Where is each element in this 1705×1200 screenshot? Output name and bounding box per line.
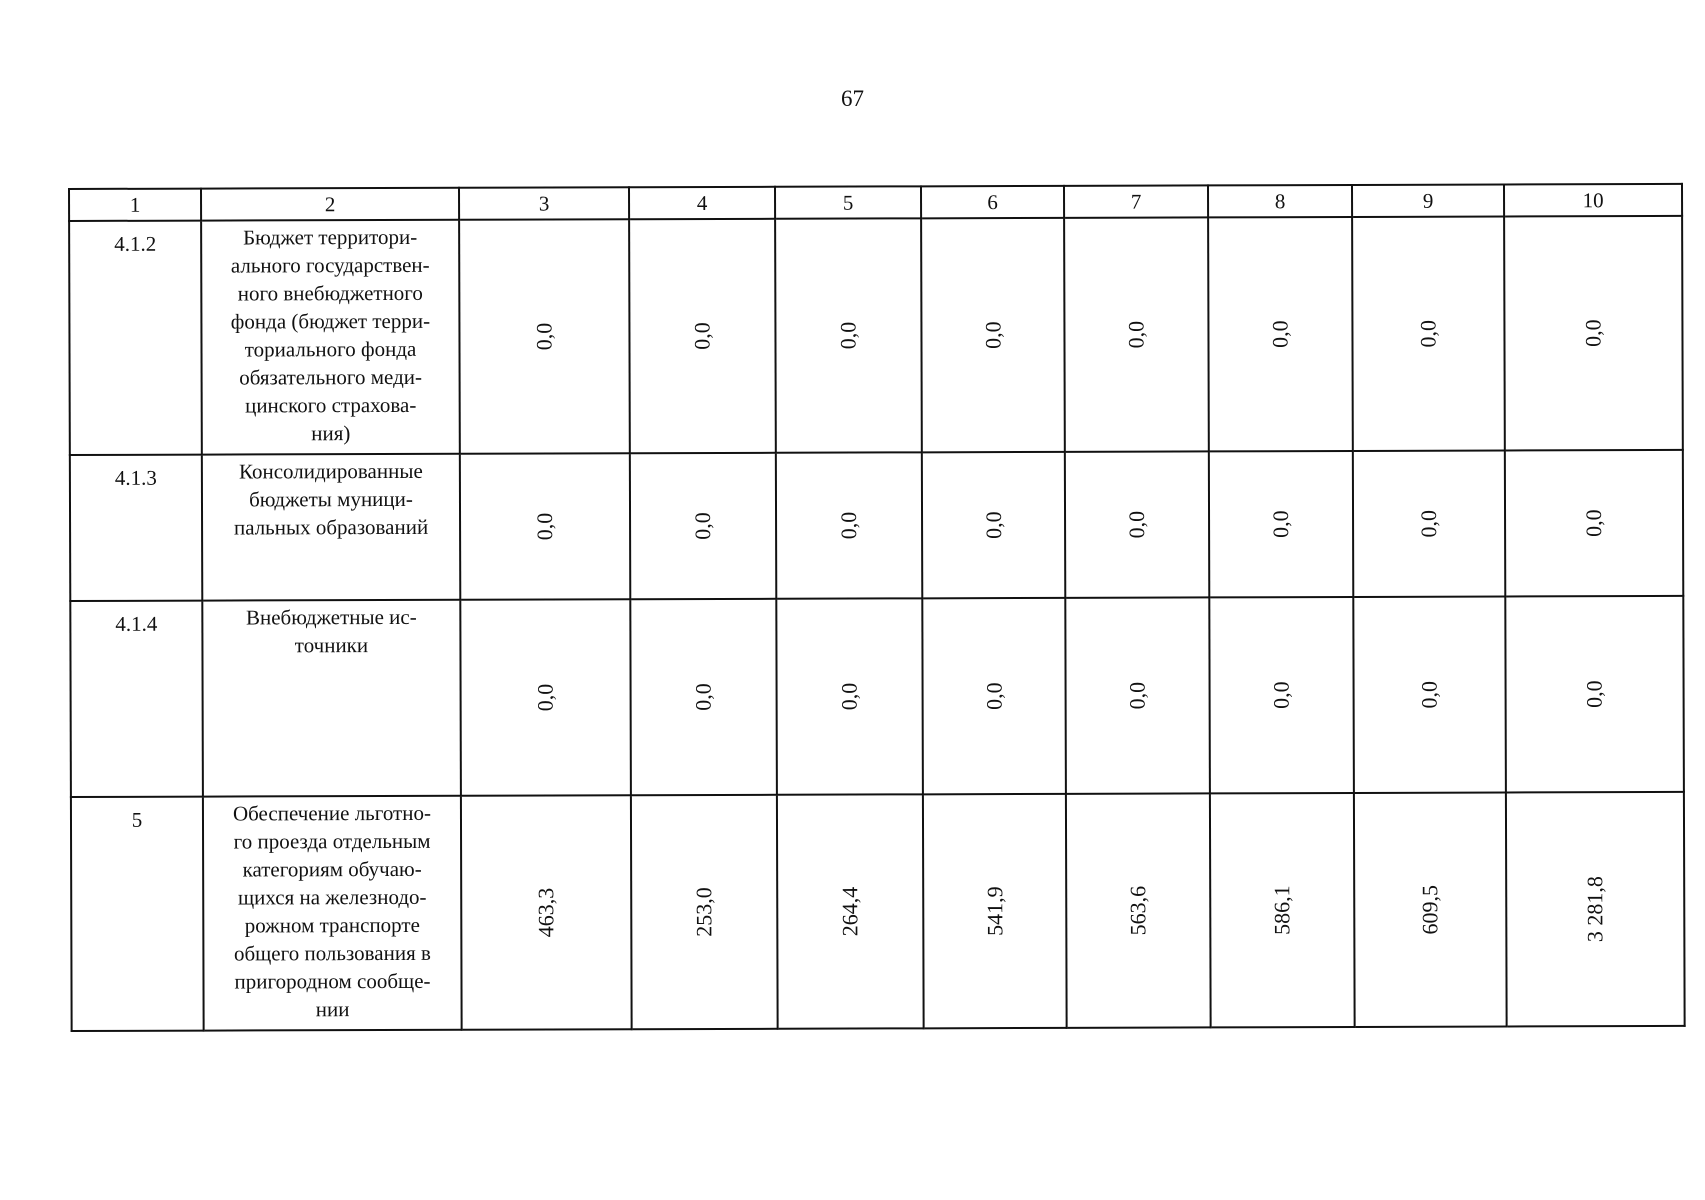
row-name-line: бюджеты муници- <box>249 486 413 512</box>
row-code: 4.1.4 <box>70 601 203 797</box>
row-name-line: точники <box>294 633 369 658</box>
row-name-line: ния) <box>311 421 351 446</box>
row-name <box>203 796 462 1031</box>
value-text: 0,0 <box>1124 681 1150 710</box>
value-cell <box>461 795 632 1030</box>
table-row <box>70 596 1684 797</box>
value-text: 0,0 <box>531 322 557 351</box>
value-text: 0,0 <box>980 511 1006 539</box>
row-code: 4.1.3 <box>70 455 202 601</box>
value-text: 0,0 <box>835 321 861 350</box>
value-text: 0,0 <box>690 512 716 540</box>
header-cell: 4 <box>629 187 775 219</box>
header-cell: 10 <box>1504 184 1682 217</box>
row-name-line: цинского страхова- <box>245 392 417 418</box>
value-text: 586,1 <box>1269 885 1295 935</box>
row-name-line: ального государствен- <box>230 252 430 278</box>
value-cell <box>631 795 778 1029</box>
row-code: 4.1.2 <box>69 221 202 455</box>
value-cell <box>1506 792 1685 1027</box>
value-cell <box>921 218 1065 452</box>
value-text: 0,0 <box>1580 319 1606 347</box>
row-name-line: общего пользования в <box>233 940 431 966</box>
value-text: 0,0 <box>690 683 716 711</box>
row-name <box>201 220 460 455</box>
row-name-line: Бюджет территори- <box>243 224 418 250</box>
value-cell <box>775 218 922 452</box>
value-text: 0,0 <box>1581 509 1607 537</box>
row-name-line: Обеспечение льготно- <box>232 800 431 826</box>
value-cell <box>1066 793 1211 1027</box>
page-number: 67 <box>841 86 864 111</box>
row-name-line: Консолидированные <box>238 458 423 484</box>
value-text: 0,0 <box>981 682 1007 710</box>
value-text: 253,0 <box>691 887 717 937</box>
value-cell <box>1208 217 1353 451</box>
value-cell <box>776 598 923 794</box>
value-text: 609,5 <box>1417 884 1443 935</box>
value-text: 0,0 <box>1416 680 1442 709</box>
header-cell: 7 <box>1064 185 1208 217</box>
value-text: 563,6 <box>1125 885 1151 936</box>
row-code: 5 <box>71 797 204 1031</box>
header-cell: 8 <box>1208 185 1352 217</box>
value-cell <box>777 794 924 1028</box>
value-cell <box>460 599 631 796</box>
value-cell <box>923 794 1067 1028</box>
row-name-line: рожном транспорте <box>244 912 420 938</box>
budget-table <box>68 183 1686 1032</box>
value-cell <box>1064 217 1209 451</box>
header-row <box>69 184 1682 221</box>
budget-table-wrapper <box>68 183 1686 1032</box>
row-name-line: пальных образований <box>233 514 429 540</box>
value-text: 0,0 <box>836 682 862 711</box>
value-cell <box>776 452 922 598</box>
value-text: 0,0 <box>1415 319 1441 348</box>
value-cell <box>1505 450 1683 597</box>
value-text: 0,0 <box>1268 510 1294 538</box>
value-cell <box>1065 597 1210 793</box>
value-text: 0,0 <box>1267 320 1293 348</box>
value-text: 0,0 <box>979 321 1006 349</box>
row-name-line: щихся на железнодо- <box>237 884 427 910</box>
value-cell <box>1352 216 1505 450</box>
value-cell <box>922 598 1066 794</box>
value-text: 541,9 <box>981 886 1007 936</box>
value-text: 0,0 <box>532 683 558 712</box>
value-text: 0,0 <box>836 511 862 540</box>
value-cell <box>1353 596 1506 792</box>
row-name-line: категориям обучаю- <box>242 856 422 882</box>
value-text: 463,3 <box>533 887 559 938</box>
value-cell <box>630 599 777 795</box>
row-name-line: обязательного меди- <box>239 364 423 390</box>
header-cell: 5 <box>775 186 921 218</box>
value-text: 0,0 <box>1581 680 1607 708</box>
row-name-line: ториального фонда <box>244 336 417 362</box>
row-name <box>202 600 461 797</box>
value-cell <box>1065 451 1209 597</box>
value-text: 0,0 <box>1123 320 1149 349</box>
value-cell <box>1209 597 1354 793</box>
value-cell <box>629 219 776 453</box>
value-text: 0,0 <box>532 512 558 541</box>
header-cell: 9 <box>1352 184 1504 216</box>
value-cell <box>922 452 1065 598</box>
table-row <box>69 216 1683 455</box>
row-name-line: го проезда отдельным <box>233 828 431 854</box>
value-cell <box>1354 792 1507 1026</box>
value-text: 3 281,8 <box>1582 876 1608 943</box>
value-cell <box>459 219 630 454</box>
value-text: 0,0 <box>1268 681 1294 709</box>
value-text: 0,0 <box>1124 510 1150 539</box>
value-text: 0,0 <box>689 322 715 350</box>
value-cell <box>1353 450 1505 596</box>
row-name <box>202 454 460 601</box>
value-cell <box>630 453 776 599</box>
row-name-line: нии <box>315 997 350 1022</box>
header-cell: 6 <box>921 186 1064 218</box>
value-cell <box>1210 793 1355 1027</box>
row-name-line: пригородном сообще- <box>234 968 431 994</box>
value-text: 264,4 <box>837 886 863 937</box>
value-cell <box>1504 216 1683 451</box>
header-cell: 2 <box>201 188 459 221</box>
header-cell: 1 <box>69 189 201 221</box>
value-cell <box>460 453 630 600</box>
value-text: 0,0 <box>1416 509 1442 538</box>
value-cell <box>1505 596 1684 793</box>
header-cell: 3 <box>459 187 629 220</box>
value-cell <box>1209 451 1353 597</box>
row-name-line: Внебюджетные ис- <box>245 604 417 630</box>
table-row <box>71 792 1685 1031</box>
row-name-line: ного внебюджетного <box>237 280 423 306</box>
table-row <box>70 450 1683 601</box>
row-name-line: фонда (бюджет терри- <box>230 308 431 334</box>
